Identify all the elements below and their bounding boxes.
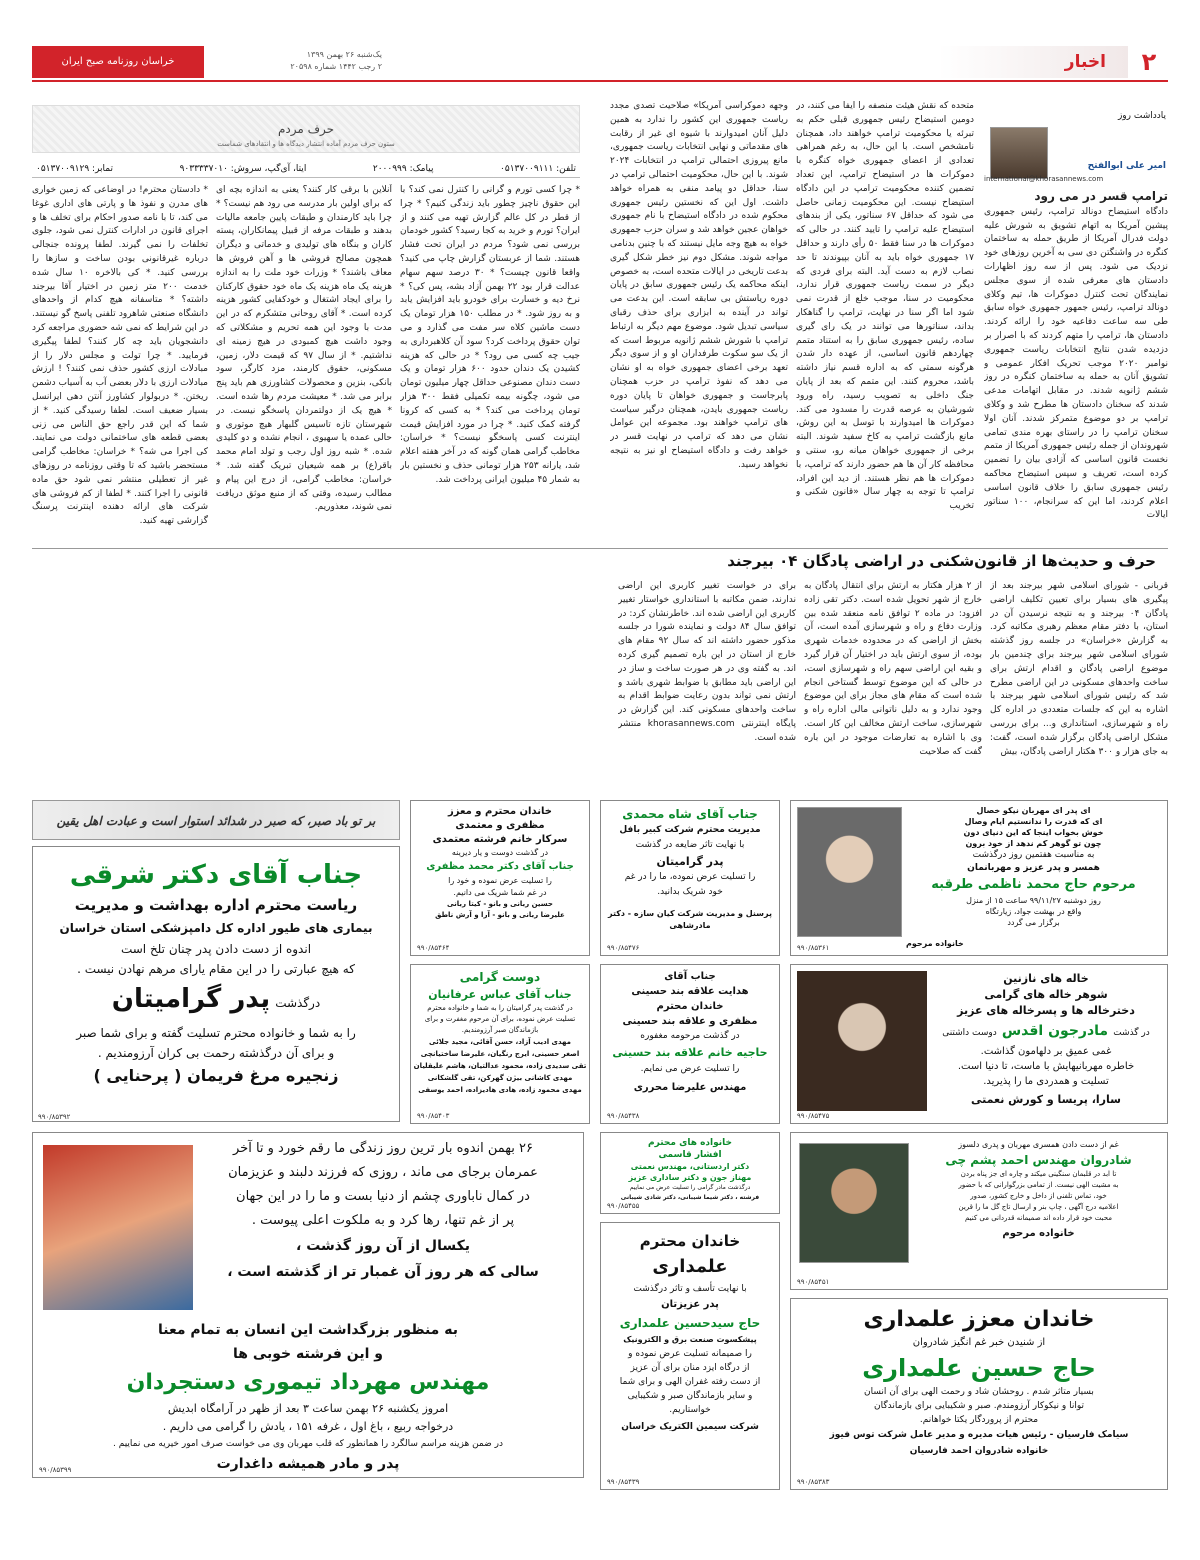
- ad3-line: در غم شما شریک می دانیم.: [453, 888, 547, 897]
- ad1-line: واقع در بهشت جواد، زیارتگاه: [985, 907, 1082, 916]
- ad9-line: اعلامیه درج آگهی ، چاپ بنر و ارسال تاج گل ما را قرین: [958, 1203, 1119, 1211]
- ad4-name: جناب آقای دکتر شرقی: [69, 860, 363, 890]
- ad12-deceased-name: حاج حسین علمداری: [862, 1354, 1096, 1382]
- ad-mozaffari: [410, 800, 590, 956]
- ad10-line: امروز یکشنبه ۲۶ بهمن ساعت ۳ بعد از ظهر در آرامگاه ابدیش: [167, 1402, 449, 1415]
- ad10-line: سالی که هر روز آن غمبار تر از گذشته است ،: [227, 1264, 539, 1280]
- deceased-photo: [799, 1143, 909, 1263]
- ad2-line: پدر گرامیتان: [656, 855, 724, 868]
- ad8-line: افشار قاسمی: [658, 1150, 722, 1160]
- ad8-line: درگذشت مادر گرامی را تسلیت عرض می نماییم: [629, 1184, 751, 1191]
- ad12-line: توانا و نیکوکار آرزومندم. صبر و شکیبایی برای بازماندگان: [874, 1401, 1084, 1411]
- ad4-dept: بیماری های طیور اداره کل دامپزشکی استان خراسان: [59, 921, 373, 935]
- ad8-sign: فرشته ، دکتر شیما شیبانی، دکتر شادی شیبانی: [620, 1194, 760, 1201]
- editorial-col-3: وجهه دموکراسی آمریکا» صلاحیت تصدی مجدد ریاست جمهوری این کشور را ندارد به همین دلیل آنان امیدوارند با شیوه ای غیر از رقابت های مقدماتی و نهایی انتخابات ریاست جمهوری، مانع پیروزی احتمالی ترامپ در انتخابات ۲۰۲۴ شوند. با این حال، محکومیت احتمالی ترامپ در سنا، حداقل دو پیامد منفی به همراه خواهد داشت. اول این که نخستین رئیس جمهوری محکوم شده در دادگاه استیضاح با نام جمهوری خواهان عجین خواهد شد و سران حزب جمهوری خواه به هیچ وجه مایل نیستند که با چنین بدنامی مواجه شوند. مشکل دوم نیز خطر شکل گیری بدعت تاریخی در ایالات متحده است، به خصوص اینکه محاکمه یک رئیس جمهوری سابق در پایان دوره ریاستش بی سابقه است. این بدعت می تواند در آینده به ابزاری برای حذف رقبای سیاسی تبدیل شود. موضوع مهم دیگر به ارتباط ترامپ با شورش ششم ژانویه مربوط است که از یک سو سکوت طرفداران او و از سوی دیگر تعهد برخی اعضای جمهوری خواه به او نشان می دهد که نفوذ ترامپ در حزب همچنان پابرجاست و جمهوری خواهان تا پایان دوره ریاست جمهوری بایدن، همچنان درگیر سیاست های ترامپ خواهند بود. مجموعه این عوامل نشان می دهد که ترامپ در نهایت قسر در خواهد رفت و دادگاه استیضاح او نیز به نتیجه نخواهد رسید.: [610, 101, 788, 470]
- ad11-line: حاج سیدحسین علمداری: [619, 1316, 761, 1330]
- ad8-line: خانواده های محترم: [648, 1138, 732, 1148]
- ad-dr-sharghi: [32, 800, 400, 1124]
- ad-madarjoon: [790, 964, 1168, 1124]
- ad9-sign: خانواده مرحوم: [1002, 1228, 1075, 1239]
- ad6-line: هدایت علاقه بند حسینی: [631, 986, 749, 997]
- ad1-line: ای که قدرت را ندانستیم ایام وصال: [964, 817, 1103, 826]
- author-email: international@khorasannews.com: [984, 175, 1104, 183]
- ad4-father: پدر گرامیتان: [111, 984, 271, 1014]
- ad11-line: با نهایت تأسف و تاثر درگذشت: [633, 1284, 747, 1294]
- ad6-line: خاندان محترم: [656, 1001, 724, 1012]
- ad2-line: خود شریک بدانید.: [657, 887, 723, 897]
- contact-messengers: ایتا، آی‌گپ، سروش: ۹۰۳۳۳۳۷۰۱۰: [179, 164, 307, 174]
- ad4-role: ریاست محترم اداره بهداشت و مدیریت: [74, 896, 358, 914]
- ad8-line: دکتر اردستانی، مهندس نعمتی: [630, 1162, 750, 1171]
- ad1-line: روز دوشنبه ۹۹/۱۱/۲۷ ساعت ۱۵ از منزل: [966, 896, 1101, 905]
- deceased-photo: [43, 1145, 193, 1310]
- ad1-sign: خانواده مرحوم: [906, 939, 964, 948]
- ad6-line: حاجیه خانم علاقه بند حسینی: [612, 1046, 768, 1059]
- ad11-line: خاندان محترم: [639, 1232, 741, 1250]
- ad5-deceased-name: مادرجون اقدس: [1001, 1023, 1109, 1039]
- harf-subtitle: ستون حرف مردم آماده انتشار دیدگاه ها و انتقادهای شماست: [217, 140, 395, 148]
- ad10-signature: پدر و مادر همیشه داغدارت: [216, 1456, 400, 1472]
- ad5-line: خاطره مهربانیهایش با ماست، تا دنیا است.: [957, 1061, 1135, 1072]
- ad3-line: علیرضا ربانی و بانو - آرا و آرش ناطق: [435, 911, 565, 919]
- ad-afshar: [600, 1132, 780, 1214]
- ad-farsian: [790, 1298, 1168, 1490]
- ad10-line: در ضمن هزینه مراسم سالگرد را همانطور که قلب مهربان وی می خواست صرف امور خیریه می نماییم .: [112, 1439, 503, 1449]
- ad3-line: حسین ربانی و بانو - کیتا ربانی: [447, 900, 553, 908]
- ad7-line: مهدی کاشانی بیژن گهرکن، تقی گلشکانی: [427, 1074, 573, 1082]
- contact-sms: پیامک: ۲۰۰۰۹۹۹: [372, 164, 434, 174]
- ad-simin-electric: [600, 1222, 780, 1490]
- editorial-title: ترامپ قسر در می رود: [1034, 190, 1168, 203]
- ad5-line: خاله های نازنین: [1003, 972, 1089, 985]
- ad5-line: غمی عمیق بر دلهامون گذاشت.: [980, 1046, 1112, 1057]
- ad6-line: را تسلیت عرض می نمایم.: [640, 1064, 740, 1074]
- ad6-sign: مهندس علیرضا محرری: [633, 1082, 747, 1093]
- ad2-line: را تسلیت عرض نموده، ما را در غم: [624, 872, 756, 882]
- ad4-header: بر تو باد صبر، که صبر در شدائد استوار است و عبادت اهل یقین: [32, 800, 400, 840]
- ad7-code: ۹۹۰/۸۵۴۰۳: [417, 1112, 450, 1120]
- ad12-line: بسیار متاثر شدم . روحشان شاد و رحمت الهی برای آن انسان: [864, 1387, 1094, 1397]
- ad12-code: ۹۹۰/۸۵۳۸۳: [797, 1478, 830, 1486]
- ad-pashmchi: [790, 1132, 1168, 1290]
- ad9-line: تا ابد در قلبمان سنگینی میکند و چاره ای جز پناه بردن: [960, 1170, 1117, 1178]
- ad8-code: ۹۹۰/۸۵۴۵۵: [607, 1202, 640, 1210]
- ad12-sign: سیامک فارسیان - رئیس هیات مدیره و مدیر عامل شرکت توس فیوز: [829, 1430, 1129, 1440]
- ad3-line: سرکار خانم فرشته معتمدی: [432, 834, 568, 845]
- ad7-line: مهدی محمود زاده، هادی هادیزاده، احمد یوسفی: [418, 1086, 582, 1094]
- ad4-line: را به شما و خانواده محترم تسلیت گفته و برای شما صبر: [76, 1026, 356, 1040]
- editorial-byline: [984, 105, 1168, 185]
- ad8-line: مهناز جون و دکتر ساداری عزیز: [628, 1173, 752, 1182]
- author-name: امیر علی ابوالفتح: [1087, 161, 1166, 171]
- ad9-line: به مشیت الهی نیست. از تمامی بزرگوارانی که با حضور: [958, 1181, 1119, 1189]
- ad10-line: عمرمان برجای می ماند ، روزی که فرزند دلبند و عزیزمان: [228, 1165, 538, 1180]
- ad10-line: پر از غم تنها، رها کرد و به ملکوت اعلی پیوست .: [251, 1213, 515, 1228]
- header-divider: [32, 80, 1168, 82]
- ad1-deceased-name: مرحوم حاج محمد ناظمی طرقبه: [931, 877, 1136, 892]
- harf-col-3: * دادستان محترم! در اوضاعی که زمین خواری های مدرن و نفوذ ها و پارتی های اداری غوغا می کند، تا با نامه صدور احکام برای تخلف ها و اجرای قانون در ادارات کنترل نمی شود، جلوی تخلفات را نمی گیرند. لطفا پرونده جنجالی درباره غیرقانونی بودن ساخت و سازها را بررسی کنید. * کی بالاخره ۱۰ سال شده خدمت ۲۰۰ متر زمین در اختیار آقا بیرجند داشته؟ * متاسفانه هیچ کدام از واحدهای دانشگاه صنعتی شاهرود تلفنی پاسخ گو نیستند. در این شرایط که نمی شه حضوری مراجعه کرد دانشجویان باید چه کار کنند؟ لطفا پیگیری فرمایید. * چرا تولت و مجلس دلار را از مبادلات ارزی کشور حذف نمی کنند؟ ! ارزش مبادلات ارزی با دلار بعضی آب به آسیاب دشمن ریختن. * دربولوار کشاورز آنتن دهی ایرانسل بسیار ضعیف است. لطفا رسیدگی کنید. * از شما که این قدر راجع حق الناس می زنی بعضی قطعه های ساختمانی دولت می نمایند. کی اجرا می شه؟ * خراسان: مخاطب گرامی مستحضر باشید که تا وقتی روزنامه در روزهای غیر از تعطیلی منتشر نمی شود حق ماده قانونی را اجرا کنند. * لطفا از کم فروشی های شرکت های ارائه دهنده اینترنت پرسنگ گزارشی تهیه کنید.: [32, 185, 208, 527]
- ad10-deceased-name: مهندس مهرداد تیموری دستجردان: [126, 1370, 490, 1395]
- ad9-line: خود، تماس تلفنی از داخل و خارج کشور، صدور: [970, 1192, 1107, 1200]
- ad12-sign: خانواده شادروان احمد فارسیان: [909, 1446, 1049, 1456]
- ad11-line: خواستاریم.: [669, 1405, 711, 1415]
- deceased-photo: [797, 971, 927, 1111]
- editorial-text-1: دادگاه استیضاح دونالد ترامپ، رئیس جمهوری پیشین آمریکا به اتهام تشویق به شورش علیه دولت فدرال آمریکا از طریق حمله به ساختمان کنگره در واشنگتن دی سی به آخرین روزهای خود نزدیک می شود. پس از سه روز اظهارات دادستان های معرفی شده از سوی مجلس نمایندگان تحت کنترل دموکرات ها، تیم وکلای دونالد ترامپ، رئیس جمهور جمهوری خواه سابق طی سه ساعت دفاعیه خود را ارائه کردند. دادستان ها، ترامپ را متهم کردند که با اصرار بر دزدیده شدن نتایج انتخابات ریاست جمهوری نوامبر ۲۰۲۰ موجب تحریک افکار عمومی و تشویق آنان به حمله به ساختمان کنگره در روز ششم ژانویه شدند. در مقابل اتهامات مدعی شدند که سخنان دادستان ها مطرح شد و وکلای ترامپ بر دو موضوع متمرکز شدند. آنان اولا سخنان ترامپ را در راستای بهره مندی تمامی شهروندان از جمله رئیس جمهوری آمریکا از متمم نخست قانون اساسی که آزادی بیان را تضمین کرده است، تعریف و سپس استیضاح محاکمه رئیس جمهوری سابق را خلاف قانون اساسی اعلام کردند، اما این که سرانجام، ۱۰۰ سناتور ایالات: [984, 206, 1168, 521]
- ad4-code: ۹۹۰/۸۵۳۹۲: [38, 1113, 71, 1121]
- section-title: اخبار: [938, 46, 1128, 78]
- ad4-line: که هیچ عبارتی را در این مقام یارای مرهم نهادن نیست .: [77, 962, 355, 976]
- ad3-line: خاندان محترم و معزز: [448, 806, 552, 817]
- ad11-line: پدر عزیزتان: [661, 1299, 719, 1310]
- ad2-code: ۹۹۰/۸۵۴۷۶: [607, 944, 640, 952]
- page-number: ۲: [1141, 48, 1157, 76]
- ad11-line: علمداری: [652, 1256, 728, 1277]
- ad11-sign: شرکت سیمین الکتریک خراسان: [621, 1422, 759, 1432]
- date-line-1: یک‌شنبه ۲۶ بهمن ۱۳۹۹: [306, 50, 382, 59]
- ad12-family: خاندان معزز علمداری: [863, 1307, 1095, 1332]
- ad4-line: اندوه از دست دادن پدر چنان تلخ است: [120, 942, 312, 956]
- ad7-line: جناب آقای عباس عرفانیان: [428, 988, 572, 1001]
- news-col-2: از ۲ هزار هکتار به ارتش برای انتقال پادگان به خارج از شهر تحویل شده است. دکتر تقی زاده افزود: در ماده ۲ توافق نامه منعقد شده بین وزارت دفاع و راه و شهرسازی آمده است، آن بخش از اراضی که در محدوده خدمات شهری بوده، از سوی ارتش باید در اختیار آن قرار گیرد و بقیه این اراضی سهم راه و شهرسازی است، در حالی که این موضوع توسط گستاخی انجام شده است که مقام های مجاز برای این موضوع وجود ندارد و به دلیل ناتوانی مالی اداره راه و شهرسازی، ساخت ارتش مخالف این کار است. وی با اشاره به تعارضات موجود در این باره گفت که صلاحیت: [804, 581, 982, 757]
- harf-col-1: * چرا کسی تورم و گرانی را کنترل نمی کند؟ با این حقوق ناچیز چطور باید زندگی کنیم؟ * چرا از قطر در کل عالم گزارش تهیه می کنند و از ایران؟ تورم و خرید به کجا رسید؟ کشور خودمان بررسی نمی شود؟ مردم در ایران تحت فشار هستند. شما از عربستان گزارش چاپ می کنید؟ واقعا قانون چیست؟ * ۳۰ درصد سهم سهام عدالت قرار بود ۲۲ بهمن آزاد بشه، پس کی؟ * نرخ دیه و خسارت برای خودرو باید افزایش یابد و به روز شود. * در مطلب ۱۵۰ هزار تومان یک دست ماشین کلاه سر مفت می گذارد و می توان حقوق پرداخت کرد؟ سود آن کلاهبرداری به جیب چه کسی می رود؟ * در حالی که هزینه کشیدن یک دندان حدود ۶۰۰ هزار تومان و یک دست دندان مصنوعی حداقل چهار میلیون تومان می شود، چگونه بیمه تکمیلی فقط ۳۰۰ هزار تومان پرداخت می کند؟ * به کسی که کرونا گرفته کمک کنید. * چرا در مورد افزایش قیمت اینترنت کسی پاسخگو نیست؟ * خراسان: مخاطب گرامی همان گونه که در آخر هفته اعلام شد، یارانه ۲۵۳ هزار تومانی حذف و نخستین بار به شمار ۴۵ میلیون ایرانی پرداخت شد.: [400, 185, 580, 485]
- ad10-line: درخواجه ربیع ، باغ اول ، غرفه ۱۵۱ ، یادش را گرامی می داریم .: [162, 1420, 454, 1433]
- ad5-line: دخترخاله ها و پسرخاله های عزیز: [957, 1004, 1135, 1017]
- ad5-line: در گذشت: [1113, 1028, 1150, 1038]
- ad11-line: پیشکسوت صنعت برق و الکترونیک: [623, 1335, 757, 1344]
- ad10-line: در کمال ناباوری چشم از دنیا بست و ما را در این جهان: [236, 1189, 530, 1204]
- ad10-line: و این فرشته خوبی ها: [233, 1346, 383, 1362]
- ad5-line: شوهر خاله های گرامی: [984, 988, 1108, 1001]
- ad2-line: با نهایت تاثر ضایعه در گذشت: [635, 840, 745, 850]
- ad1-line: خوش بخواب اینجا که این دنیای دون: [963, 828, 1104, 837]
- ad5-line: تسلیت و همدردی ما را پذیرید.: [983, 1076, 1109, 1087]
- ad5-code: ۹۹۰/۸۵۴۷۵: [797, 1112, 830, 1120]
- ad10-line: به منظور بزرگداشت این انسان به تمام معنا: [158, 1322, 458, 1338]
- ad11-line: و سایر بازماندگان صبر و شکیبایی: [627, 1391, 753, 1401]
- author-photo: [990, 127, 1048, 179]
- ad4-line: درگذشت: [275, 996, 321, 1010]
- news-col-3: برای در خواست تغییر کاربری این اراضی ندارند، ضمن مکاتبه با استانداری خواستار تغییر کاربری این اراضی شده اند. خاطرنشان کرد: در توافق سال ۸۴ دولت و نماینده شورا در جلسه مذکور حضور داشته اند که سال ۹۲ مقام های خارج از استان در این باره تصمیم گیری کرده اند. به گفته وی در هر صورت ساخت و ساز در این اراضی باید مطابق با ضوابط شهری باشد و ارتش نمی تواند بدون رعایت ضوابط اقدام به ساخت واحدهای مسکونی کند. این گزارش در پایگاه اینترنتی khorasannews.com منتشر شده است.: [618, 581, 796, 743]
- ad3-code: ۹۹۰/۸۵۴۶۴: [417, 944, 450, 952]
- ad6-line: مظفری و علاقه بند حسینی: [622, 1016, 758, 1027]
- ad4-signature: زنجیره مرغ فریمان ( پرحنایی ): [93, 1066, 339, 1085]
- ad7-line: اصغر حسینی، ایرج رنگیان، علیرضا ساختیانچی: [420, 1050, 580, 1058]
- ad1-line: به مناسبت هفتمین روز درگذشت: [972, 850, 1095, 860]
- ad7-line: دوست گرامی: [459, 970, 541, 984]
- ad5-line: دوست داشتنی: [942, 1028, 997, 1038]
- ad11-line: از دست رفته غفران الهی و برای شما: [619, 1377, 761, 1387]
- ad11-line: از درگاه ایزد منان برای آن عزیز: [630, 1363, 750, 1373]
- ad4-line: و برای آن درگذشته رحمت بی کران آرزومندیم .: [97, 1046, 335, 1060]
- date-line-2: ۲ رجب ۱۴۴۲ شماره ۲۰۵۹۸: [290, 62, 382, 71]
- ad1-line: همسر و پدر عزیز و مهربانمان: [967, 863, 1100, 873]
- harf-contacts: [32, 160, 580, 178]
- ad9-deceased-name: شادروان مهندس احمد پشم چی: [945, 1153, 1132, 1167]
- ad-alagheband: [600, 964, 780, 1124]
- ad1-line: ای پدر ای مهربان نیکو خصال: [976, 806, 1091, 815]
- ad10-line: ۲۶ بهمن اندوه بار ترین روز زندگی ما رقم خورد و تا آخر: [232, 1141, 534, 1156]
- ad7-line: تقی سدیدی زاده، محمود عدالتیان، هاشم علیقلیان: [413, 1062, 587, 1070]
- ad2-line: مدیریت محترم شرکت کبیر بافل: [619, 825, 761, 835]
- harf-col-2: آنلاین با برقی کار کنند؟ یعنی به اندازه بچه ای که برای اولین بار مدرسه می رود هم نیست؟ * چرا باید کارمندان و طبقات پایین جامعه مالیات بدهند و طبقات مرفه از قبیل پیمانکاران، پسته کاران و بنگاه های تولیدی و خدماتی و دیگران همچون مصالح فروشی ها و آهن فروش ها معاف باشند؟ * وزرات خود ملت را به اندازه هزینه یک ماه هزینه یک ماه خود حقوق کارکنان را برای ایجاد اشتغال و خودکفایی کشور هزینه کرده است. * آقای روحانی متشکرم که در این مدت با وجود این همه تحریم و مشکلاتی که وجود داشت هیچ کمبودی در هیچ زمینه ای نداشتیم. * از سال ۹۷ که قیمت دلار، زمین، مسکونی، حقوق کارمند، مزد کارگر، سود بانکی، بنزین و محصولات کشاورزی هم باید پنج برابر می شد. * معیشت مردم رها شده است. * هیچ یک از دولتمردان پاسخگو نیست. در شهرستان تازه تاسیس گلبهار هیچ موتوری و حالی عمده یا سهیوی ، انجام نشده و دو کلیدی شده. * شبه روز اول رجب و تولد امام محمد باقر(ع) بر همه شیعیان تبریک گفته شد. * خراسان: مخاطب گرامی، از درج این پیام و مطالب رسیده، وقتی که از منبع موثق دریافت نمی شوند، معذوریم.: [216, 185, 392, 513]
- contact-fax: تمابر: ۰۵۱۳۷۰۰۹۱۲۹: [36, 164, 114, 174]
- brand-logo: خراسان روزنامه صبح ایران: [32, 46, 204, 78]
- harf-mardom-header: [32, 105, 580, 153]
- ad6-line: جناب آقای: [664, 971, 716, 982]
- ad-shahmohammadi: [600, 800, 780, 956]
- ad11-line: را صمیمانه تسلیت عرض نموده و: [628, 1349, 752, 1359]
- ad1-line: چون تو گوهر کم ندهد از خود برون: [965, 839, 1102, 848]
- ad10-code: ۹۹۰/۸۵۳۹۹: [39, 1466, 72, 1474]
- ad12-line: محترم از پروردگار یکتا خواهانم.: [919, 1415, 1039, 1425]
- ad1-code: ۹۹۰/۸۵۳۶۱: [797, 944, 830, 952]
- ad7-line: مهدی ادیب آزاد، حسن آقائی، مجید جلائی: [429, 1038, 571, 1046]
- news-headline: حرف و حدیث‌ها از قانون‌شکنی در اراضی پادگان ۰۴ بیرجند: [32, 548, 1168, 572]
- ad2-line: پرسنل و مدیریت شرکت کیان سازه - دکتر مادرشاهی: [608, 909, 772, 930]
- harf-title: حرف مردم: [277, 122, 335, 136]
- page-header: [32, 46, 1168, 78]
- ad6-code: ۹۹۰/۸۵۴۳۸: [607, 1112, 640, 1120]
- ad1-line: برگزار می گردد: [1007, 918, 1060, 927]
- editorial-col-1: [984, 190, 1168, 535]
- ad2-line: جناب آقای شاه محمدی: [622, 807, 758, 821]
- ad11-code: ۹۹۰/۸۵۴۳۹: [607, 1478, 640, 1486]
- ad-teymouri: [32, 1132, 584, 1478]
- news-col-1: قربانی - شورای اسلامی شهر بیرجند بعد از پیگیری های بسیار برای تعیین تکلیف اراضی پادگان ۰۴ بیرجند و به نتیجه نرسیدن آن در استان، با دفتر مقام معظم رهبری مکاتبه کرد. به گزارش «خراسان» در جلسه روز گذشته شورای اسلامی شهر بیرجند برای چندمین بار موضوع اراضی پادگان و اقدام ارتش برای ساخت واحدهای مسکونی در این اراضی مطرح شد که رئیس شورای اسلامی شهر بیرجند با اشاره به این که جلسات متعددی در اداره کل راه و شهرسازی، استانداری و... برای بررسی مشکل اراضی پادگان برگزار شده است، گفت: به جای هزار و ۳۰۰ هکتار اراضی پادگان، بیش: [990, 581, 1168, 757]
- contact-phone: تلفن: ۰۵۱۳۷۰۰۹۱۱۱: [500, 164, 576, 174]
- ad3-line: در گذشت دوست و یار دیرینه: [451, 848, 549, 857]
- ad9-line: محبت خود قرار داده اند صمیمانه قدردانی می کنیم: [964, 1214, 1113, 1222]
- ad6-line: در گذشت مرحومه مغفوره: [640, 1031, 740, 1041]
- ad3-line: را تسلیت عرض نموده و خود را: [448, 876, 552, 885]
- editorial-col-2: متحده که نقش هیئت منصفه را ایفا می کنند، در دومین استیضاح رئیس جمهوری قبلی حکم به تبرئه یا محکومیت ترامپ خواهند داد، همچنان نامشخص است. با این حال، به رغم همراهی تعدادی از اعضای جمهوری خواه کنگره با دموکرات ها در استیضاح ترامپ، این تعداد تضمین کننده محکومیت ترامپ در این دادگاه استیضاح نیست. این محکومیت زمانی حاصل می شود که حداقل ۶۷ سناتور، یکی از بندهای استیضاح علیه ترامپ را تایید کنند. در حالی که دموکرات ها در سنا فقط ۵۰ رأی دارند و حداقل ۱۷ جمهوری خواه باید به آنان بپیوندند تا حد نصاب لازم به دست آید. البته برای فردی که دیگر در سمت ریاست جمهوری قرار ندارد، محکومیت در سنا، موجب خلع از قدرت نمی شود اما اگر سنا در نهایت، ترامپ را گناهکار بداند، سناتورها می توانند در یک رای گیری ساده، رئیس جمهوری سابق را به استناد متمم چهاردهم قانون اساسی، از عهده دار شدن هرگونه سمتی که به اداره قسم نیاز داشته باشد، محروم کنند. این متمم که بعد از پایان جنگ داخلی به تصویب رسید، راه ورود شورشیان به عرصه قدرت را مسدود می کند. دموکرات ها امیدوارند با توسل به این روش، مانع بازگشت ترامپ به کاخ سفید شوند. البته برخی از جمهوری خواهان میانه رو، سنتی و محافظه کار آن ها هم حضور دارند که ترامپ، با دموکرات ها هم نظر هستند. از دید این افراد، ترامپ تا توجه به چهار سال «قانون شکنی و تخریب: [796, 101, 974, 512]
- date-info: [212, 49, 382, 73]
- ad-nazemi: [790, 800, 1168, 956]
- ad7-line: در گذشت پدر گرامیتان را به شما و خانواده محترم تسلیت عرض نموده، برای آن مرحوم مغفرت و برای بازماندگان صبر آرزومندیم.: [424, 1004, 576, 1034]
- ad12-line: از شنیدن خبر غم انگیز شادروان: [912, 1337, 1046, 1348]
- ad10-line: یکسال از آن روز گذشت ،: [296, 1238, 470, 1254]
- ad3-line: جناب آقای دکتر محمد مظفری: [426, 861, 574, 872]
- ad9-code: ۹۹۰/۸۵۴۵۱: [797, 1278, 830, 1286]
- ad9-line: غم از دست دادن همسری مهربان و پدری دلسوز: [958, 1140, 1119, 1149]
- ad5-sign: سارا، پریسا و کورش نعمتی: [971, 1093, 1121, 1106]
- ad-erfanian: [410, 964, 590, 1124]
- ad3-line: مظفری و معتمدی: [455, 820, 545, 831]
- deceased-photo: [797, 807, 902, 937]
- editorial-label: یادداشت روز: [1117, 111, 1166, 121]
